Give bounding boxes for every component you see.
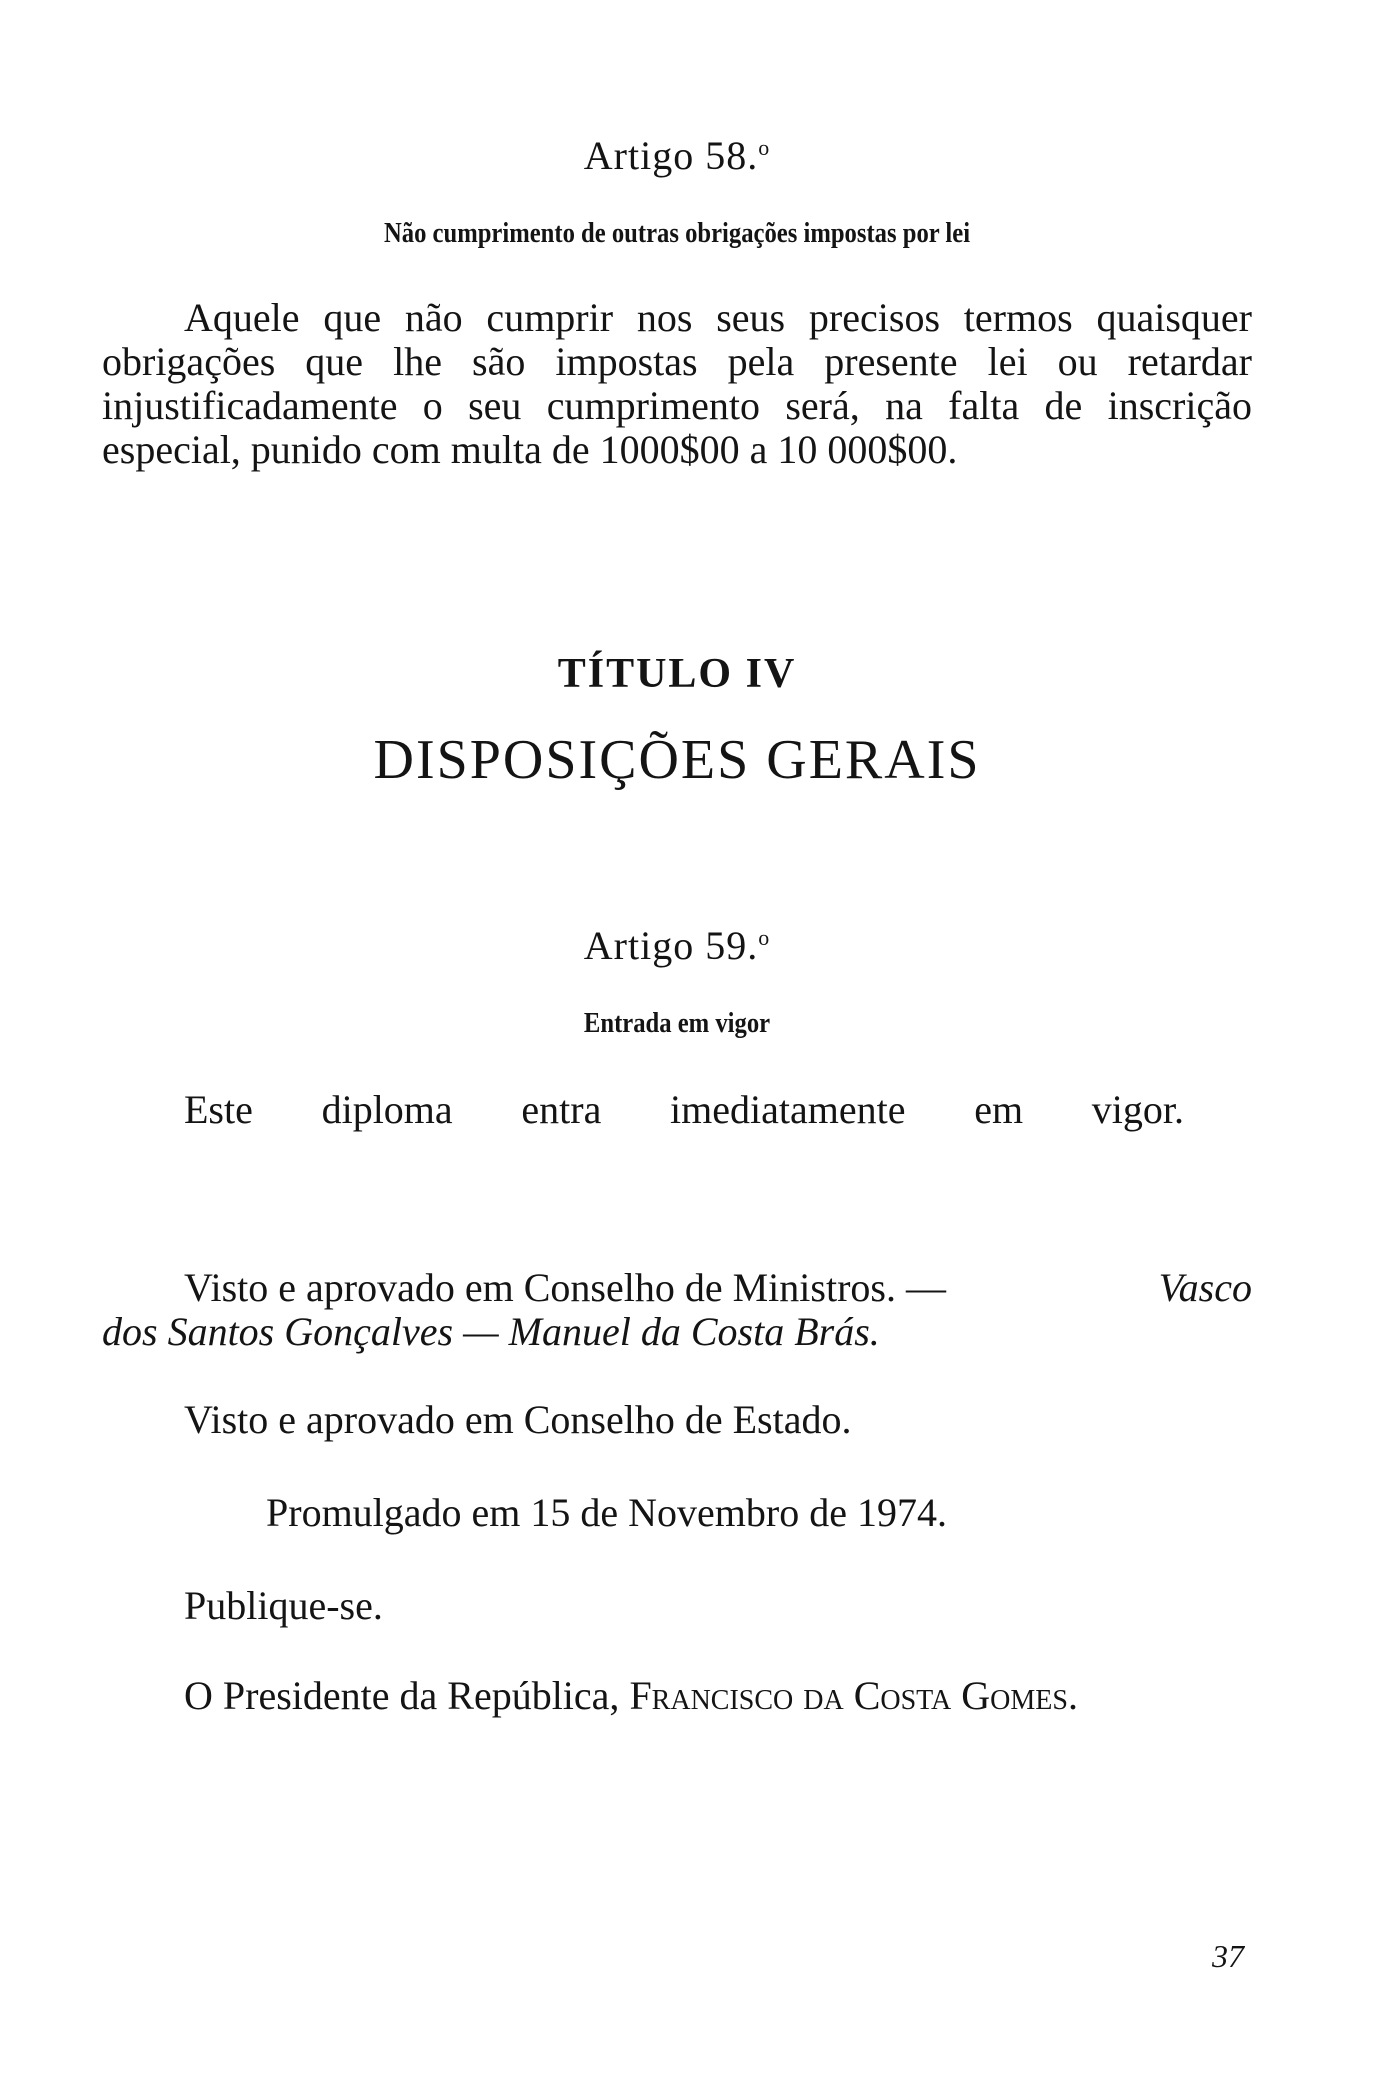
promulgado-line: Promulgado em 15 de Novembro de 1974. xyxy=(266,1490,947,1535)
conselho-ministros-line xyxy=(184,1266,1252,1310)
article-58-ordinal: o xyxy=(758,135,771,160)
signatories-start: Vasco xyxy=(1158,1265,1252,1310)
conselho-estado-line: Visto e aprovado em Conselho de Estado. xyxy=(184,1397,852,1442)
article-58-heading xyxy=(102,132,1252,179)
presidente-name: Francisco da Costa Gomes. xyxy=(629,1673,1078,1718)
presidente-prefix: O Presidente da República, xyxy=(184,1673,620,1718)
article-58-label: Artigo 58. xyxy=(583,133,759,178)
page-number: 37 xyxy=(1212,1938,1244,1974)
article-59-body: Este diploma entra imediatamente em vigor. xyxy=(184,1087,1184,1132)
article-59-ordinal: o xyxy=(758,925,771,950)
titulo-label: TÍTULO IV xyxy=(557,651,797,697)
article-59-label: Artigo 59. xyxy=(583,923,759,968)
document-page xyxy=(102,0,1252,2096)
conselho-ministros-text: Visto e aprovado em Conselho de Ministros. — xyxy=(184,1265,946,1310)
article-59-subtitle: Entrada em vigor xyxy=(583,1008,771,1039)
titulo-heading: DISPOSIÇÕES GERAIS xyxy=(373,729,981,791)
signatories-line: dos Santos Gonçalves — Manuel da Costa Brás. xyxy=(102,1309,880,1354)
article-58-subtitle: Não cumprimento de outras obrigações impostas por lei xyxy=(383,218,971,249)
article-59-heading xyxy=(102,922,1252,969)
article-58-body: Aquele que não cumprir nos seus precisos termos quaisquer obrigações que lhe são impostas pela presente lei ou retardar injustificadamente o seu cumprimento será, na falta de inscrição especial, punido com multa de 1000$00 a 10 000$00. xyxy=(102,295,1252,472)
publique-line: Publique-se. xyxy=(184,1583,383,1628)
presidente-line xyxy=(184,1674,1078,1718)
